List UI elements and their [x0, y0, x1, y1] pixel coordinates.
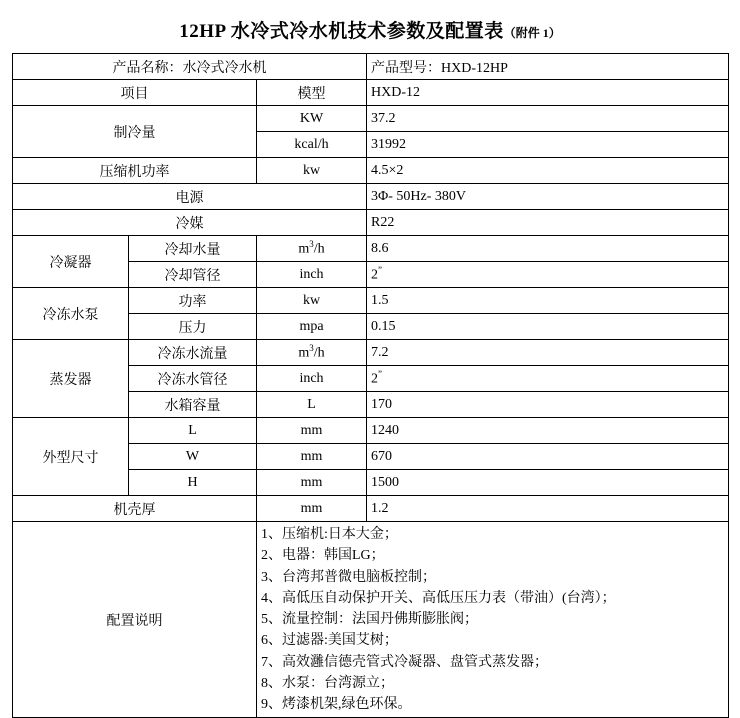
row-value: R22 — [367, 210, 729, 236]
row-value: 670 — [367, 444, 729, 470]
table-row — [13, 236, 729, 262]
table-row — [13, 210, 729, 236]
table-row — [13, 80, 729, 106]
row-value: 37.2 — [367, 106, 729, 132]
row-unit: $m^3/h$ — [257, 236, 367, 262]
table-row — [13, 158, 729, 184]
row-unit: L — [257, 392, 367, 418]
table-row — [13, 288, 729, 314]
table-row — [13, 496, 729, 522]
row-item-label: 电源 — [13, 184, 367, 210]
row-unit: $m^3/h$ — [257, 340, 367, 366]
product-name-label: 产品名称： — [112, 60, 183, 76]
row-unit: mm — [257, 496, 367, 522]
config-item: 2、电器：韩国LG； — [261, 548, 385, 564]
product-model-value: HXD-12HP — [441, 60, 508, 76]
row-unit: kw — [257, 288, 367, 314]
product-model-cell — [367, 54, 729, 80]
row-unit: mm — [257, 470, 367, 496]
row-unit: mm — [257, 418, 367, 444]
table-row — [13, 184, 729, 210]
row-item-label: L — [129, 418, 257, 444]
row-value: 3Φ- 50Hz- 380V — [367, 184, 729, 210]
row-unit: inch — [257, 366, 367, 392]
config-notes — [257, 522, 729, 718]
row-group-label: 冷凝器 — [13, 236, 129, 288]
config-item: 9、烤漆机架,绿色环保。 — [261, 697, 412, 713]
row-item-label: 压力 — [129, 314, 257, 340]
row-unit: inch — [257, 262, 367, 288]
table-row — [13, 418, 729, 444]
row-unit: KW — [257, 106, 367, 132]
row-item-label: H — [129, 470, 257, 496]
row-unit: kw — [257, 158, 367, 184]
table-row-config — [13, 522, 729, 718]
row-item-label: 功率 — [129, 288, 257, 314]
product-name-value: 水冷式冷水机 — [182, 60, 267, 76]
row-item-label: 压缩机功率 — [13, 158, 257, 184]
config-item: 3、台湾邦普微电脑板控制； — [261, 569, 436, 585]
row-value: HXD-12 — [367, 80, 729, 106]
row-item-label: W — [129, 444, 257, 470]
row-unit: mpa — [257, 314, 367, 340]
config-item: 8、水泵：台湾源立； — [261, 675, 394, 691]
row-value: 1500 — [367, 470, 729, 496]
row-value: 1.2 — [367, 496, 729, 522]
row-item-label: 水箱容量 — [129, 392, 257, 418]
config-item: 1、压缩机:日本大金； — [261, 527, 398, 542]
row-value: 31992 — [367, 132, 729, 158]
row-value: 7.2 — [367, 340, 729, 366]
row-value: 1.5 — [367, 288, 729, 314]
row-value: 2” — [367, 366, 729, 392]
page-title-suffix: （附件 1） — [503, 26, 561, 40]
table-row-product-name — [13, 54, 729, 80]
config-label: 配置说明 — [13, 522, 257, 718]
row-item-label: 冷冻水管径 — [129, 366, 257, 392]
row-value: 1240 — [367, 418, 729, 444]
row-unit: mm — [257, 444, 367, 470]
page-title — [12, 16, 728, 43]
config-item: 5、流量控制：法国丹佛斯膨胀阀； — [261, 612, 478, 628]
row-group-label: 冷冻水泵 — [13, 288, 129, 340]
row-group-label: 蒸发器 — [13, 340, 129, 418]
row-value: 170 — [367, 392, 729, 418]
config-item: 6、过滤器:美国艾树； — [261, 633, 398, 649]
row-value: 8.6 — [367, 236, 729, 262]
row-item-label: 制冷量 — [13, 106, 257, 158]
row-value: 4.5×2 — [367, 158, 729, 184]
row-item-label: 冷却水量 — [129, 236, 257, 262]
row-group-label: 外型尺寸 — [13, 418, 129, 496]
row-item-label: 冷冻水流量 — [129, 340, 257, 366]
page-title-main: 12HP 水冷式冷水机技术参数及配置表 — [179, 21, 504, 42]
product-model-label: 产品型号： — [371, 60, 442, 76]
product-name-cell — [13, 54, 367, 80]
row-item-label: 冷却管径 — [129, 262, 257, 288]
row-unit: kcal/h — [257, 132, 367, 158]
row-value: 2” — [367, 262, 729, 288]
config-item: 4、高低压自动保护开关、高低压压力表（带油）(台湾）； — [261, 590, 616, 606]
row-unit: 模型 — [257, 80, 367, 106]
config-item: 7、高效灉信德壳管式冷凝器、盘管式蒸发器； — [261, 654, 548, 670]
table-row — [13, 106, 729, 132]
row-item-label: 冷媒 — [13, 210, 367, 236]
row-value: 0.15 — [367, 314, 729, 340]
row-item-label: 项目 — [13, 80, 257, 106]
row-item-label: 机壳厚 — [13, 496, 257, 522]
spec-table — [12, 53, 729, 718]
table-row — [13, 340, 729, 366]
